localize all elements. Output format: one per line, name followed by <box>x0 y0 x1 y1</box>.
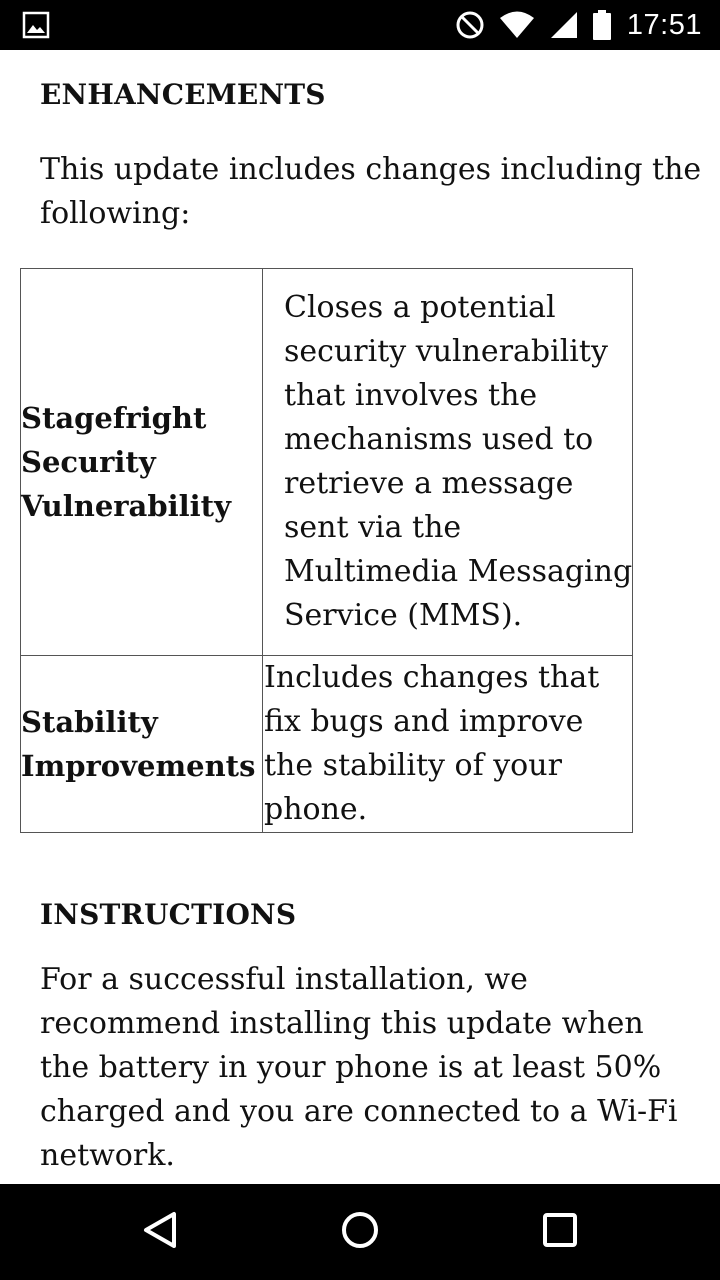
home-icon <box>340 1210 380 1255</box>
gallery-notification-icon <box>22 11 50 39</box>
update-notes-content[interactable] <box>0 50 720 1184</box>
back-icon <box>140 1210 180 1255</box>
status-clock: 17:51 <box>626 8 702 41</box>
table-row <box>21 656 633 833</box>
home-button[interactable] <box>328 1204 392 1260</box>
status-icons <box>455 0 702 50</box>
instructions-text: For a successful installation, we recommend installing this update when the battery in your phone is at least 50% charged and you are connected to a Wi-Fi network. <box>40 962 678 1173</box>
recents-button[interactable] <box>528 1204 592 1260</box>
table-row-title: Stagefright Security Vulnerability <box>21 269 263 656</box>
recents-icon <box>540 1210 580 1255</box>
back-button[interactable] <box>128 1204 192 1260</box>
table-row-description: Closes a potential security vulnerability that involves the mechanisms used to retrieve a message sent via the Multimedia Messaging Service (MMS). <box>263 269 633 656</box>
table-row-title: Stability Improvements <box>21 656 263 833</box>
enhancements-intro: This update includes changes including the following: <box>40 152 702 231</box>
table-row <box>21 269 633 656</box>
instructions-heading: INSTRUCTIONS <box>40 898 297 931</box>
enhancements-heading: ENHANCEMENTS <box>40 78 326 111</box>
battery-icon <box>593 10 611 40</box>
do-not-disturb-icon <box>455 10 485 40</box>
status-bar <box>0 0 720 50</box>
cell-signal-icon <box>549 10 579 40</box>
enhancements-table <box>20 268 633 833</box>
navigation-bar <box>0 1184 720 1280</box>
wifi-icon <box>499 11 535 39</box>
table-row-description: Includes changes that fix bugs and improve the stability of your phone. <box>263 656 633 833</box>
